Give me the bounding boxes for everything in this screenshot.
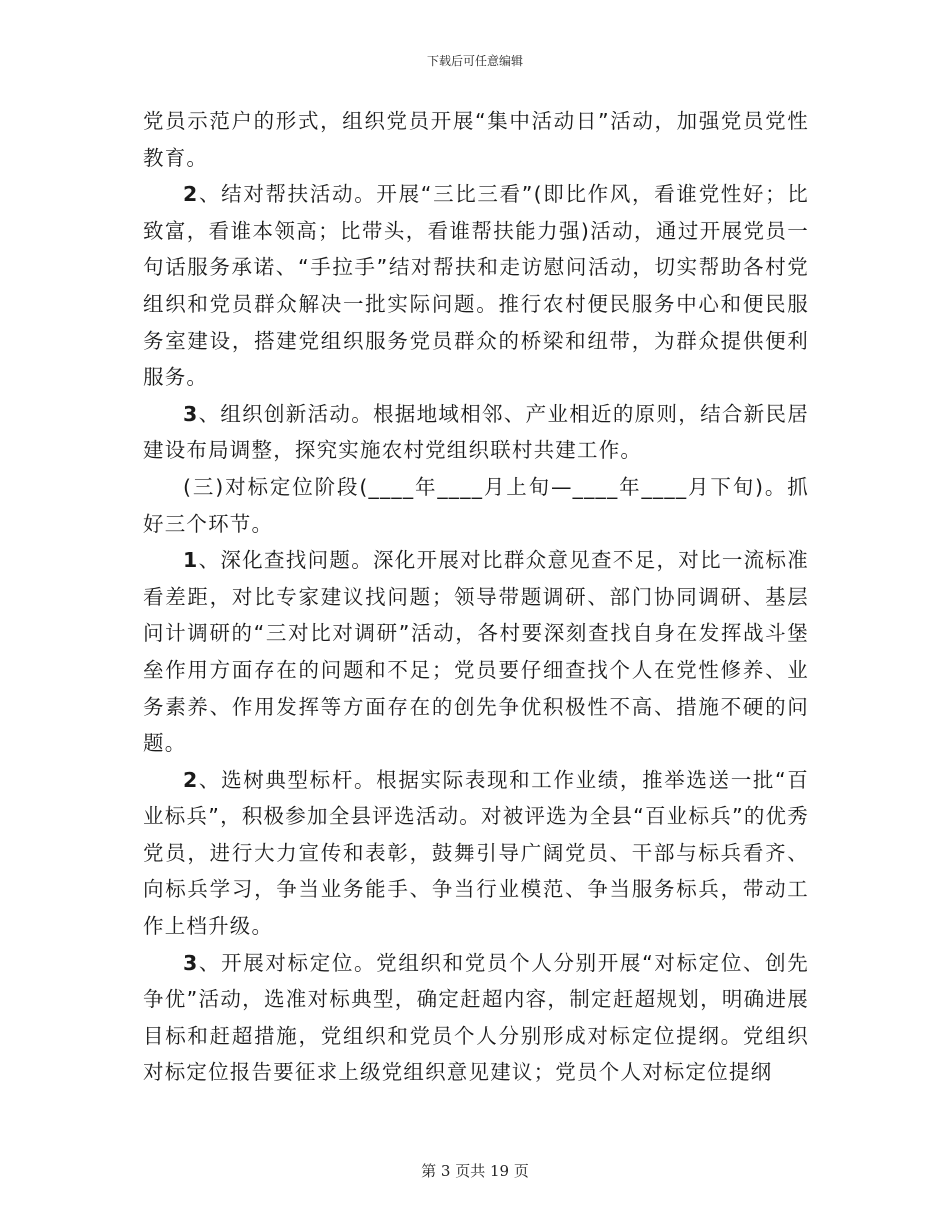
paragraph-5 — [143, 762, 809, 945]
paragraph-text: 、深化查找问题。深化开展对比群众意见查不足，对比一流标准看差距，对比专家建议找问题；领导带题调研、部门协同调研、基层问计调研的“三对比对调研”活动，各村要深刻查找自身在发挥战斗堡垒作用方面存在的问题和不足；党员要仔细查找个人在党性修养、业务素养、作用发挥等方面存在的创先争优积极性不高、措施不硬的问题。 — [143, 548, 809, 756]
paragraph-2 — [143, 176, 809, 396]
paragraph-4 — [143, 542, 809, 762]
paragraph-text: (三)对标定位阶段(____年____月上旬—____年____月下旬)。抓好三个环节。 — [143, 474, 809, 536]
document-body — [143, 103, 809, 1091]
paragraph-number: 3 — [183, 950, 199, 975]
paragraph-text: 党员示范户的形式，组织党员开展“集中活动日”活动，加强党员党性教育。 — [143, 109, 809, 170]
page-footer: 第 3 页共 19 页 — [421, 1162, 529, 1180]
paragraph-number: 2 — [183, 767, 199, 792]
paragraph-text: 、组织创新活动。根据地域相邻、产业相近的原则，结合新民居建设布局调整，探究实施农村党组织联村共建工作。 — [143, 401, 809, 463]
paragraph-number: 3 — [183, 401, 199, 426]
paragraph-number: 1 — [183, 548, 199, 573]
paragraph-6 — [143, 945, 809, 1091]
paragraph-text: 、开展对标定位。党组织和党员个人分别开展“对标定位、创先争优”活动，选准对标典型，确定赶超内容，制定赶超规划，明确进展目标和赶超措施，党组织和党员个人分别形成对标定位提纲。党组织对标定位报告要征求上级党组织意见建议；党员个人对标定位提纲 — [143, 950, 809, 1085]
page-header: 下载后可任意编辑 — [426, 54, 523, 68]
section-heading-3 — [143, 469, 809, 542]
paragraph-text: 、选树典型标杆。根据实际表现和工作业绩，推举选送一批“百业标兵”，积极参加全县评选活动。对被评选为全县“百业标兵”的优秀党员，进行大力宣传和表彰，鼓舞引导广阔党员、干部与标兵看齐、向标兵学习，争当业务能手、争当行业模范、争当服务标兵，带动工作上档升级。 — [143, 767, 809, 939]
paragraph-1 — [143, 103, 809, 176]
paragraph-3 — [143, 396, 809, 469]
paragraph-number: 2 — [183, 182, 199, 207]
paragraph-text: 、结对帮扶活动。开展“三比三看”(即比作风，看谁党性好；比致富，看谁本领高；比带头，看谁帮扶能力强)活动，通过开展党员一句话服务承诺、“手拉手”结对帮扶和走访慰问活动，切实帮助各村党组织和党员群众解决一批实际问题。推行农村便民服务中心和便民服务室建设，搭建党组织服务党员群众的桥梁和纽带，为群众提供便利服务。 — [143, 182, 809, 390]
